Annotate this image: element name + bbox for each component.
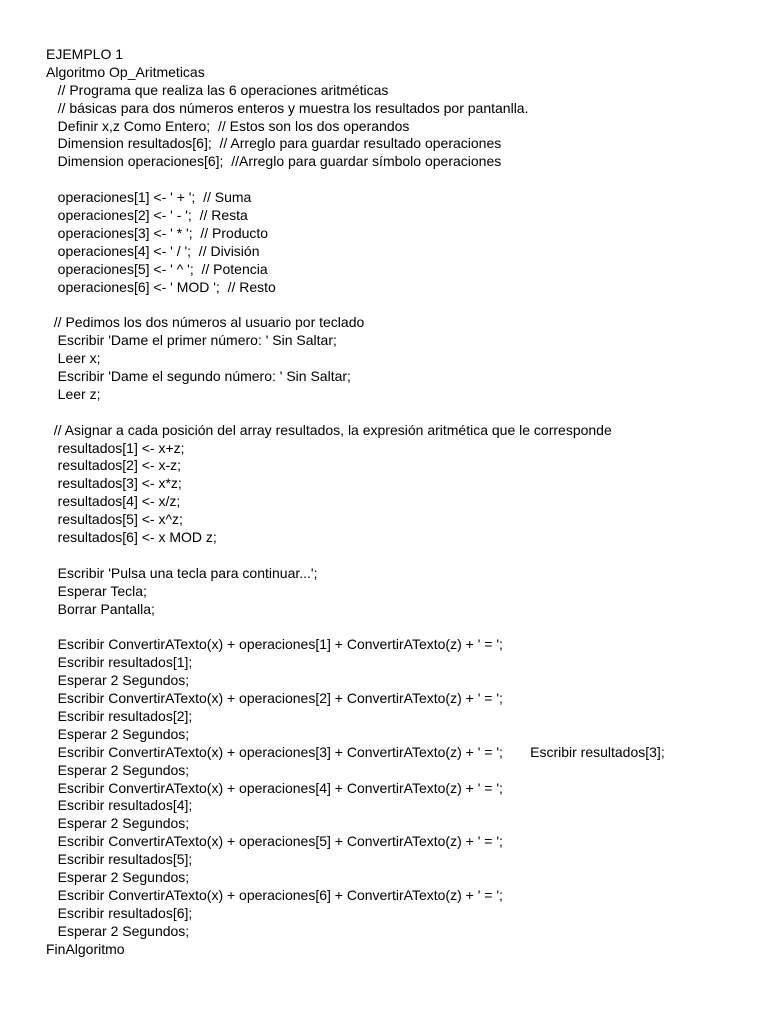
line-49: Escribir resultados[6]; bbox=[46, 904, 193, 921]
line-11: operaciones[3] <- ' * '; // Producto bbox=[46, 224, 269, 241]
line-04: // básicas para dos números enteros y muestra los resultados por pantanlla. bbox=[46, 99, 529, 116]
line-31: Esperar Tecla; bbox=[46, 582, 147, 599]
line-42: Escribir ConvertirATexto(x) + operaciones[4] + ConvertirATexto(z) + ' = '; bbox=[46, 779, 503, 796]
line-24: resultados[2] <- x-z; bbox=[46, 457, 181, 474]
line-08 bbox=[46, 171, 746, 189]
line-09: operaciones[1] <- ' + '; // Suma bbox=[46, 189, 252, 206]
line-17: Escribir 'Dame el primer número: ' Sin Saltar; bbox=[46, 332, 337, 349]
line-13: operaciones[5] <- ' ^ '; // Potencia bbox=[46, 260, 268, 277]
line-33 bbox=[46, 619, 746, 637]
line-01: EJEMPLO 1 bbox=[46, 46, 124, 62]
line-28: resultados[6] <- x MOD z; bbox=[46, 529, 217, 546]
line-34: Escribir ConvertirATexto(x) + operaciones[1] + ConvertirATexto(z) + ' = '; bbox=[46, 636, 503, 653]
line-18: Leer x; bbox=[46, 350, 101, 367]
line-12: operaciones[4] <- ' / '; // División bbox=[46, 242, 260, 259]
line-23: resultados[1] <- x+z; bbox=[46, 439, 185, 456]
line-22: // Asignar a cada posición del array resultados, la expresión aritmética que le corresponde bbox=[46, 421, 612, 438]
line-46: Escribir resultados[5]; bbox=[46, 851, 193, 868]
line-47: Esperar 2 Segundos; bbox=[46, 868, 190, 885]
line-21 bbox=[46, 404, 746, 422]
line-37: Escribir ConvertirATexto(x) + operaciones[2] + ConvertirATexto(z) + ' = '; bbox=[46, 690, 503, 707]
line-15 bbox=[46, 296, 746, 314]
line-30: Escribir 'Pulsa una tecla para continuar...'; bbox=[46, 564, 318, 581]
line-44: Esperar 2 Segundos; bbox=[46, 815, 190, 832]
line-26: resultados[4] <- x/z; bbox=[46, 493, 181, 510]
line-10: operaciones[2] <- ' - '; // Resta bbox=[46, 207, 248, 224]
line-19: Escribir 'Dame el segundo número: ' Sin Saltar; bbox=[46, 368, 351, 385]
document-page bbox=[46, 46, 746, 958]
line-07: Dimension operaciones[6]; //Arreglo para guardar símbolo operaciones bbox=[46, 153, 502, 170]
line-48: Escribir ConvertirATexto(x) + operaciones[6] + ConvertirATexto(z) + ' = '; bbox=[46, 886, 503, 903]
line-29 bbox=[46, 547, 746, 565]
line-40: Escribir ConvertirATexto(x) + operaciones[3] + ConvertirATexto(z) + ' = '; Escribir resultados[3]; bbox=[46, 743, 665, 760]
line-25: resultados[3] <- x*z; bbox=[46, 475, 182, 492]
line-27: resultados[5] <- x^z; bbox=[46, 511, 183, 528]
line-02: Algoritmo Op_Aritmeticas bbox=[46, 63, 205, 80]
line-39: Esperar 2 Segundos; bbox=[46, 725, 190, 742]
line-41: Esperar 2 Segundos; bbox=[46, 761, 190, 778]
line-05: Definir x,z Como Entero; // Estos son los dos operandos bbox=[46, 117, 410, 134]
line-14: operaciones[6] <- ' MOD '; // Resto bbox=[46, 278, 276, 295]
line-36: Esperar 2 Segundos; bbox=[46, 672, 190, 689]
line-35: Escribir resultados[1]; bbox=[46, 654, 193, 671]
line-06: Dimension resultados[6]; // Arreglo para guardar resultado operaciones bbox=[46, 135, 502, 152]
line-38: Escribir resultados[2]; bbox=[46, 707, 193, 724]
line-51: FinAlgoritmo bbox=[46, 940, 125, 957]
line-50: Esperar 2 Segundos; bbox=[46, 922, 190, 939]
line-43: Escribir resultados[4]; bbox=[46, 797, 193, 814]
line-32: Borrar Pantalla; bbox=[46, 600, 155, 617]
line-20: Leer z; bbox=[46, 385, 101, 402]
line-45: Escribir ConvertirATexto(x) + operaciones[5] + ConvertirATexto(z) + ' = '; bbox=[46, 833, 503, 850]
line-16: // Pedimos los dos números al usuario por teclado bbox=[46, 314, 365, 331]
line-03: // Programa que realiza las 6 operaciones aritméticas bbox=[46, 81, 389, 98]
